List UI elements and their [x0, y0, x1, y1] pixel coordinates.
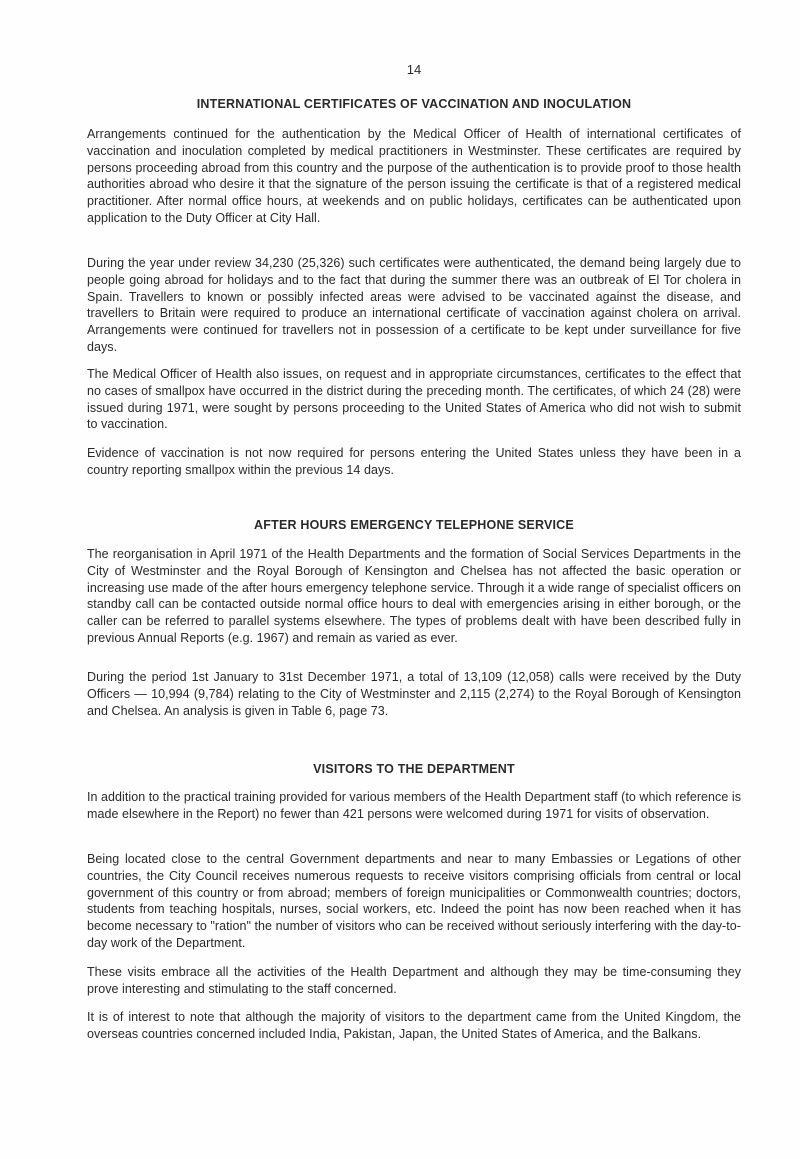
paragraph: During the period 1st January to 31st December 1971, a total of 13,109 (12,058) calls were received by the Duty Officers — 10,994 (9,784) relating to the City of Westminster and 2,115 (2,274) to the Royal Borough of Kensington and Chelsea. An analysis is given in Table 6, page 73. — [87, 670, 741, 718]
paragraph: The Medical Officer of Health also issues, on request and in appropriate circumstances, certificates to the effect that no cases of smallpox have occurred in the district during the preceding month. The certificates, of which 24 (28) were issued during 1971, were sought by persons proceeding to the United States of America who did not wish to submit to vaccination. — [87, 367, 741, 432]
section-heading-visitors: VISITORS TO THE DEPARTMENT — [313, 762, 515, 776]
paragraph: The reorganisation in April 1971 of the Health Departments and the formation of Social Services Departments in the City of Westminster and the Royal Borough of Kensington and Chelsea has not affected the basic operation or increasing use made of the after hours emergency telephone service. Through it a wide range of specialist officers on standby call can be contacted outside normal office hours to deal with emergencies arising in either borough, or the caller can be referred to parallel systems elsewhere. The types of problems dealt with have been described fully in previous Annual Reports (e.g. 1967) and remain as varied as ever. — [87, 547, 741, 645]
paragraph: Evidence of vaccination is not now required for persons entering the United States unless they have been in a country reporting smallpox within the previous 14 days. — [87, 446, 741, 477]
section-heading-after-hours-emergency: AFTER HOURS EMERGENCY TELEPHONE SERVICE — [254, 518, 574, 532]
paragraph: During the year under review 34,230 (25,326) such certificates were authenticated, the demand being largely due to people going abroad for holidays and to the fact that during the summer there was an outbreak of El Tor cholera in Spain. Travellers to known or possibly infected areas were advised to be vaccinated against the disease, and travellers to Britain were required to produce an international certificate of vaccination against cholera on arrival. Arrangements were continued for travellers not in possession of a certificate to be kept under surveillance for five days. — [87, 256, 741, 354]
paragraph: It is of interest to note that although the majority of visitors to the department came from the United Kingdom, the overseas countries concerned included India, Pakistan, Japan, the United States of America, and the Balkans. — [87, 1010, 741, 1041]
paragraph: In addition to the practical training provided for various members of the Health Department staff (to which reference is made elsewhere in the Report) no fewer than 421 persons were welcomed during 1971 for visits of observation. — [87, 790, 742, 821]
paragraph: Arrangements continued for the authentication by the Medical Officer of Health of international certificates of vaccination and inoculation completed by medical practitioners in Westminster. These certificates are required by persons proceeding abroad from this country and the purpose of the authentication is to provide proof to those health authorities abroad who desire it that the signature of the person issuing the certificate is that of a registered medical practitioner. After normal office hours, at weekends and on public holidays, certificates can be authenticated upon application to the Duty Officer at City Hall. — [87, 127, 741, 225]
paragraph: These visits embrace all the activities of the Health Department and although they may be time-consuming they prove interesting and stimulating to the staff concerned. — [87, 965, 741, 996]
section-heading-international-certificates: INTERNATIONAL CERTIFICATES OF VACCINATION AND INOCULATION — [196, 97, 632, 111]
paragraph: Being located close to the central Government departments and near to many Embassies or Legations of other countries, the City Council receives numerous requests to receive visitors comprising officials from central or local government of this country or from abroad; members of foreign municipalities or Commonwealth countries; doctors, students from teaching hospitals, nurses, social workers, etc. Indeed the point has now been reached when it has become necessary to "ration" the number of visitors who can be received without seriously interfering with the day-to-day work of the Department. — [87, 852, 741, 950]
page-number: 14 — [406, 62, 422, 77]
